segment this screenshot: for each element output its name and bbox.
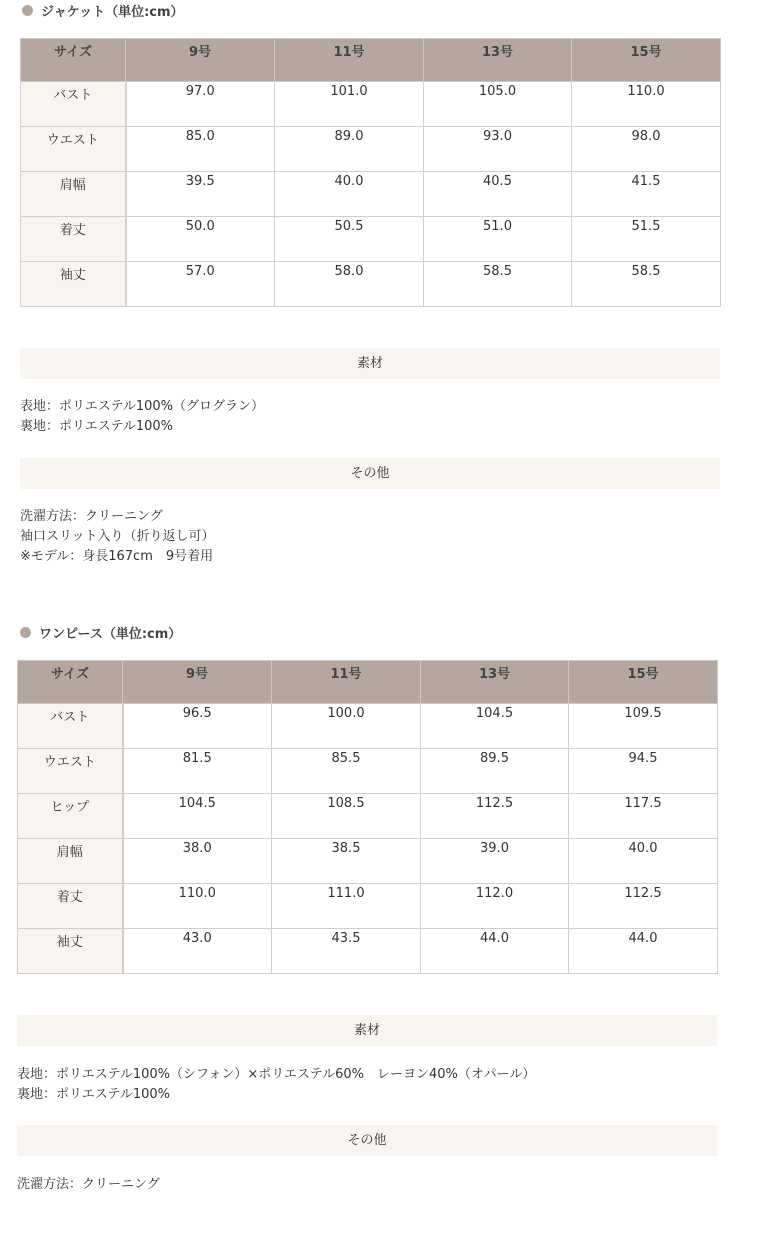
table-cell: 104.5 bbox=[123, 794, 272, 839]
onepiece-other-bar: その他 bbox=[17, 1125, 717, 1156]
table-cell: 112.5 bbox=[569, 884, 718, 929]
table-row bbox=[18, 929, 718, 974]
other-line: 袖口スリット入り（折り返し可） bbox=[20, 529, 215, 544]
table-cell: 89.5 bbox=[421, 749, 569, 794]
table-cell: 38.0 bbox=[123, 839, 272, 884]
table-cell: 81.5 bbox=[123, 749, 272, 794]
table-cell: 108.5 bbox=[272, 794, 421, 839]
jacket-material-bar: 素材 bbox=[20, 348, 720, 379]
table-row bbox=[21, 127, 721, 172]
column-header: 13号 bbox=[421, 661, 569, 704]
other-line: ※モデル：身長167cm 9号着用 bbox=[20, 549, 214, 564]
table-cell: 44.0 bbox=[569, 929, 718, 974]
column-header: 9号 bbox=[126, 39, 275, 82]
table-cell: 43.0 bbox=[123, 929, 272, 974]
table-cell: 85.5 bbox=[272, 749, 421, 794]
table-cell: 40.5 bbox=[424, 172, 572, 217]
table-cell: 58.5 bbox=[424, 262, 572, 307]
column-header: 15号 bbox=[569, 661, 718, 704]
other-line: 洗濯方法：クリーニング bbox=[20, 509, 163, 524]
table-cell: 40.0 bbox=[569, 839, 718, 884]
jacket-heading bbox=[22, 3, 184, 23]
table-row bbox=[18, 749, 718, 794]
table-cell: 57.0 bbox=[126, 262, 275, 307]
onepiece-material-text bbox=[17, 1065, 535, 1105]
table-cell: 39.0 bbox=[421, 839, 569, 884]
row-header: 袖丈 bbox=[21, 262, 126, 307]
row-header: ウエスト bbox=[18, 749, 123, 794]
table-cell: 98.0 bbox=[572, 127, 721, 172]
jacket-size-table bbox=[20, 38, 721, 307]
jacket-heading-text: ジャケット（単位:cm） bbox=[41, 5, 184, 20]
onepiece-heading bbox=[20, 625, 181, 645]
onepiece-material-bar: 素材 bbox=[17, 1015, 717, 1046]
table-header-row bbox=[18, 661, 718, 704]
jacket-other-bar: その他 bbox=[20, 458, 720, 489]
table-cell: 100.0 bbox=[272, 704, 421, 749]
table-row bbox=[18, 884, 718, 929]
table-cell: 51.5 bbox=[572, 217, 721, 262]
table-cell: 58.5 bbox=[572, 262, 721, 307]
onepiece-other-text bbox=[17, 1175, 160, 1195]
table-row bbox=[21, 262, 721, 307]
table-header-row bbox=[21, 39, 721, 82]
table-cell: 117.5 bbox=[569, 794, 718, 839]
table-cell: 50.5 bbox=[275, 217, 424, 262]
table-cell: 104.5 bbox=[421, 704, 569, 749]
column-header: 13号 bbox=[424, 39, 572, 82]
column-header: 15号 bbox=[572, 39, 721, 82]
row-header: 着丈 bbox=[21, 217, 126, 262]
material-line: 表地：ポリエステル100%（シフォン）×ポリエステル60% レーヨン40%（オパール） bbox=[17, 1067, 536, 1082]
bullet-icon bbox=[20, 627, 31, 638]
column-header: 11号 bbox=[272, 661, 421, 704]
bullet-icon bbox=[22, 5, 33, 16]
row-header: 肩幅 bbox=[18, 839, 123, 884]
column-header: サイズ bbox=[18, 661, 123, 704]
table-row bbox=[18, 794, 718, 839]
table-cell: 110.0 bbox=[572, 82, 721, 127]
row-header: 着丈 bbox=[18, 884, 123, 929]
table-cell: 101.0 bbox=[275, 82, 424, 127]
row-header: ヒップ bbox=[18, 794, 123, 839]
table-cell: 97.0 bbox=[126, 82, 275, 127]
onepiece-heading-text: ワンピース（単位:cm） bbox=[39, 627, 182, 642]
table-cell: 44.0 bbox=[421, 929, 569, 974]
material-line: 裏地：ポリエステル100% bbox=[20, 419, 173, 434]
table-cell: 93.0 bbox=[424, 127, 572, 172]
table-cell: 58.0 bbox=[275, 262, 424, 307]
other-line: 洗濯方法：クリーニング bbox=[17, 1177, 160, 1192]
table-cell: 40.0 bbox=[275, 172, 424, 217]
table-row bbox=[18, 839, 718, 884]
table-cell: 112.5 bbox=[421, 794, 569, 839]
column-header: 11号 bbox=[275, 39, 424, 82]
table-cell: 96.5 bbox=[123, 704, 272, 749]
jacket-other-text bbox=[20, 507, 214, 567]
table-row bbox=[21, 82, 721, 127]
row-header: ウエスト bbox=[21, 127, 126, 172]
table-cell: 110.0 bbox=[123, 884, 272, 929]
onepiece-size-table bbox=[17, 660, 718, 974]
table-cell: 51.0 bbox=[424, 217, 572, 262]
table-cell: 112.0 bbox=[421, 884, 569, 929]
table-cell: 111.0 bbox=[272, 884, 421, 929]
table-row bbox=[21, 217, 721, 262]
row-header: 袖丈 bbox=[18, 929, 123, 974]
table-cell: 105.0 bbox=[424, 82, 572, 127]
table-cell: 94.5 bbox=[569, 749, 718, 794]
table-cell: 89.0 bbox=[275, 127, 424, 172]
table-cell: 43.5 bbox=[272, 929, 421, 974]
column-header: 9号 bbox=[123, 661, 272, 704]
table-row bbox=[21, 172, 721, 217]
jacket-material-text bbox=[20, 397, 264, 437]
column-header: サイズ bbox=[21, 39, 126, 82]
table-row bbox=[18, 704, 718, 749]
row-header: 肩幅 bbox=[21, 172, 126, 217]
table-cell: 109.5 bbox=[569, 704, 718, 749]
table-cell: 38.5 bbox=[272, 839, 421, 884]
table-cell: 41.5 bbox=[572, 172, 721, 217]
table-cell: 85.0 bbox=[126, 127, 275, 172]
row-header: バスト bbox=[18, 704, 123, 749]
table-cell: 39.5 bbox=[126, 172, 275, 217]
table-cell: 50.0 bbox=[126, 217, 275, 262]
material-line: 表地：ポリエステル100%（グログラン） bbox=[20, 399, 264, 414]
row-header: バスト bbox=[21, 82, 126, 127]
material-line: 裏地：ポリエステル100% bbox=[17, 1087, 170, 1102]
